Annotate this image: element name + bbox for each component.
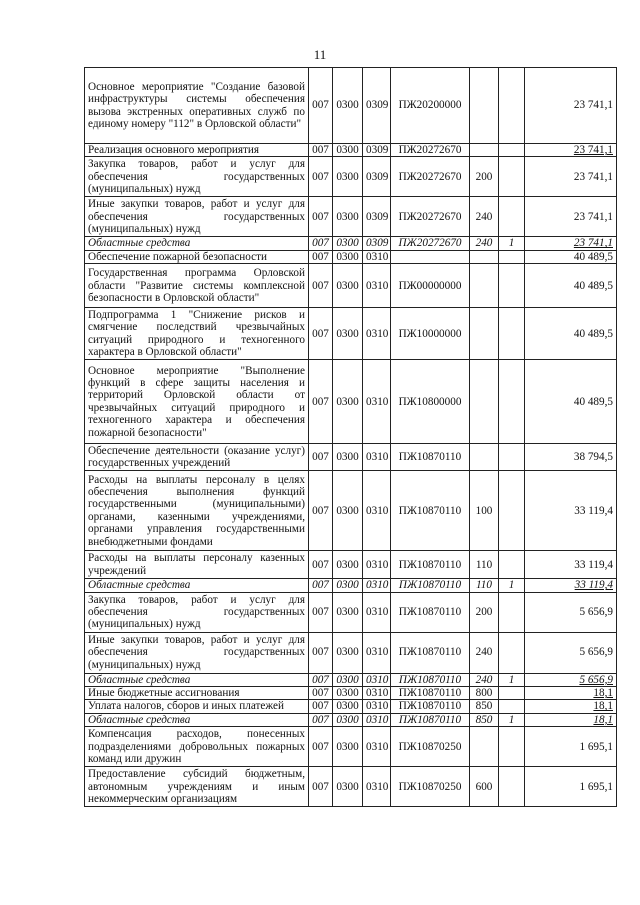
cell-amount: 23 741,1 [525,197,617,237]
cell-amount: 40 489,5 [525,264,617,308]
cell-expense-type: 600 [470,767,499,807]
cell-expense-type [470,68,499,144]
table-row [85,308,617,360]
cell-funding-source [499,144,525,157]
cell-row-name: Реализация основного мероприятия [85,144,309,157]
cell-funding-source [499,264,525,308]
cell-expense-type [470,308,499,360]
cell-expense-type: 850 [470,713,499,726]
cell-subsection-code: 0309 [363,157,391,197]
cell-target-article: ПЖ20272670 [391,197,470,237]
cell-expense-type: 110 [470,551,499,579]
cell-target-article: ПЖ20272670 [391,157,470,197]
cell-subsection-code: 0310 [363,360,391,444]
table-row [85,632,617,673]
cell-row-name: Государственная программа Орловской области "Развитие системы комплексной безопасности в Орловской области" [85,264,309,308]
cell-expense-type: 240 [470,197,499,237]
cell-subsection-code: 0310 [363,471,391,551]
table-row [85,157,617,197]
cell-amount: 40 489,5 [525,250,617,263]
cell-target-article: ПЖ10870250 [391,727,470,767]
cell-subsection-code: 0310 [363,767,391,807]
cell-section-code: 0300 [333,713,363,726]
table-row [85,700,617,713]
cell-expense-type: 240 [470,632,499,673]
table-row [85,713,617,726]
cell-expense-type [470,444,499,471]
cell-section-code: 0300 [333,727,363,767]
cell-amount: 40 489,5 [525,360,617,444]
table-row [85,673,617,686]
cell-amount: 1 695,1 [525,727,617,767]
cell-row-name: Предоставление субсидий бюджетным, автономным учреждениям и иным некоммерческим организациям [85,767,309,807]
cell-section-code: 0300 [333,444,363,471]
cell-subsection-code: 0309 [363,237,391,250]
cell-target-article: ПЖ10870110 [391,579,470,592]
cell-ministry-code: 007 [309,157,333,197]
cell-ministry-code: 007 [309,727,333,767]
cell-target-article: ПЖ10870250 [391,767,470,807]
cell-target-article: ПЖ10870110 [391,551,470,579]
cell-amount: 23 741,1 [525,237,617,250]
cell-expense-type [470,264,499,308]
cell-amount: 33 119,4 [525,579,617,592]
cell-expense-type [470,727,499,767]
budget-table [84,67,617,807]
cell-target-article: ПЖ10870110 [391,471,470,551]
cell-subsection-code: 0310 [363,673,391,686]
cell-subsection-code: 0310 [363,727,391,767]
cell-row-name: Иные закупки товаров, работ и услуг для обеспечения государственных (муниципальных) нужд [85,632,309,673]
cell-section-code: 0300 [333,157,363,197]
cell-ministry-code: 007 [309,767,333,807]
cell-target-article: ПЖ10870110 [391,444,470,471]
cell-subsection-code: 0310 [363,592,391,632]
cell-row-name: Подпрограмма 1 "Снижение рисков и смягчение последствий чрезвычайных ситуаций природного и техногенного характера в Орловской области" [85,308,309,360]
cell-section-code: 0300 [333,579,363,592]
cell-funding-source [499,551,525,579]
cell-section-code: 0300 [333,767,363,807]
cell-ministry-code: 007 [309,68,333,144]
cell-section-code: 0300 [333,700,363,713]
cell-section-code: 0300 [333,308,363,360]
cell-subsection-code: 0310 [363,579,391,592]
cell-funding-source: 1 [499,237,525,250]
cell-expense-type: 200 [470,592,499,632]
cell-funding-source [499,308,525,360]
cell-section-code: 0300 [333,592,363,632]
cell-funding-source: 1 [499,579,525,592]
cell-amount: 40 489,5 [525,308,617,360]
cell-section-code: 0300 [333,673,363,686]
cell-target-article: ПЖ00000000 [391,264,470,308]
cell-subsection-code: 0310 [363,632,391,673]
cell-target-article: ПЖ10870110 [391,632,470,673]
cell-funding-source: 1 [499,673,525,686]
cell-ministry-code: 007 [309,713,333,726]
cell-subsection-code: 0310 [363,250,391,263]
cell-subsection-code: 0310 [363,687,391,700]
cell-expense-type [470,144,499,157]
cell-row-name: Основное мероприятие "Создание базовой инфраструктуры системы обеспечения вызова экстренных оперативных служб по единому номеру "112" в Орловской области" [85,68,309,144]
table-row [85,264,617,308]
cell-subsection-code: 0310 [363,444,391,471]
cell-target-article: ПЖ10870110 [391,592,470,632]
cell-funding-source [499,592,525,632]
cell-ministry-code: 007 [309,250,333,263]
cell-ministry-code: 007 [309,632,333,673]
cell-expense-type: 800 [470,687,499,700]
cell-section-code: 0300 [333,197,363,237]
cell-amount: 5 656,9 [525,673,617,686]
cell-funding-source [499,444,525,471]
cell-expense-type: 240 [470,237,499,250]
cell-funding-source [499,700,525,713]
cell-section-code: 0300 [333,360,363,444]
cell-row-name: Расходы на выплаты персоналу казенных учреждений [85,551,309,579]
cell-ministry-code: 007 [309,687,333,700]
cell-row-name: Иные бюджетные ассигнования [85,687,309,700]
cell-target-article: ПЖ20272670 [391,237,470,250]
cell-expense-type: 100 [470,471,499,551]
table-row [85,727,617,767]
cell-target-article: ПЖ20200000 [391,68,470,144]
cell-amount: 5 656,9 [525,632,617,673]
cell-expense-type: 850 [470,700,499,713]
table-row [85,360,617,444]
table-row [85,579,617,592]
cell-row-name: Компенсация расходов, понесенных подразделениями добровольных пожарных команд или дружин [85,727,309,767]
cell-target-article: ПЖ10870110 [391,713,470,726]
cell-amount: 23 741,1 [525,68,617,144]
cell-target-article: ПЖ10800000 [391,360,470,444]
cell-expense-type: 110 [470,579,499,592]
cell-section-code: 0300 [333,471,363,551]
cell-funding-source [499,767,525,807]
cell-ministry-code: 007 [309,264,333,308]
cell-row-name: Закупка товаров, работ и услуг для обеспечения государственных (муниципальных) нужд [85,157,309,197]
cell-funding-source [499,250,525,263]
cell-row-name: Областные средства [85,673,309,686]
cell-ministry-code: 007 [309,308,333,360]
cell-row-name: Областные средства [85,713,309,726]
cell-amount: 5 656,9 [525,592,617,632]
cell-row-name: Обеспечение деятельности (оказание услуг) государственных учреждений [85,444,309,471]
table-row [85,250,617,263]
cell-expense-type: 240 [470,673,499,686]
cell-amount: 38 794,5 [525,444,617,471]
cell-row-name: Уплата налогов, сборов и иных платежей [85,700,309,713]
cell-expense-type [470,360,499,444]
cell-section-code: 0300 [333,237,363,250]
cell-row-name: Иные закупки товаров, работ и услуг для обеспечения государственных (муниципальных) нужд [85,197,309,237]
cell-expense-type: 200 [470,157,499,197]
cell-subsection-code: 0310 [363,264,391,308]
cell-ministry-code: 007 [309,551,333,579]
cell-funding-source [499,157,525,197]
cell-subsection-code: 0310 [363,308,391,360]
cell-row-name: Областные средства [85,237,309,250]
cell-ministry-code: 007 [309,700,333,713]
cell-funding-source: 1 [499,713,525,726]
cell-row-name: Основное мероприятие "Выполнение функций в сфере защиты населения и территорий Орловской области от чрезвычайных ситуаций природного и техногенного характера и обеспечения пожарной безопасности" [85,360,309,444]
cell-target-article [391,250,470,263]
cell-section-code: 0300 [333,144,363,157]
cell-funding-source [499,687,525,700]
cell-funding-source [499,360,525,444]
cell-target-article: ПЖ10870110 [391,687,470,700]
cell-section-code: 0300 [333,551,363,579]
cell-ministry-code: 007 [309,197,333,237]
cell-ministry-code: 007 [309,444,333,471]
cell-subsection-code: 0310 [363,551,391,579]
cell-funding-source [499,632,525,673]
cell-amount: 1 695,1 [525,767,617,807]
cell-row-name: Обеспечение пожарной безопасности [85,250,309,263]
table-row [85,767,617,807]
cell-ministry-code: 007 [309,144,333,157]
cell-target-article: ПЖ10870110 [391,700,470,713]
cell-section-code: 0300 [333,68,363,144]
table-row [85,444,617,471]
cell-amount: 18,1 [525,700,617,713]
cell-target-article: ПЖ10870110 [391,673,470,686]
table-row [85,592,617,632]
table-row [85,551,617,579]
cell-ministry-code: 007 [309,237,333,250]
cell-subsection-code: 0310 [363,713,391,726]
cell-amount: 18,1 [525,713,617,726]
cell-expense-type [470,250,499,263]
table-row [85,68,617,144]
table-row [85,197,617,237]
cell-section-code: 0300 [333,264,363,308]
cell-funding-source [499,727,525,767]
cell-subsection-code: 0310 [363,700,391,713]
cell-subsection-code: 0309 [363,197,391,237]
cell-ministry-code: 007 [309,592,333,632]
cell-ministry-code: 007 [309,579,333,592]
table-row [85,687,617,700]
cell-target-article: ПЖ20272670 [391,144,470,157]
table-row [85,237,617,250]
cell-row-name: Закупка товаров, работ и услуг для обеспечения государственных (муниципальных) нужд [85,592,309,632]
table-row [85,144,617,157]
table-row [85,471,617,551]
cell-amount: 18,1 [525,687,617,700]
cell-ministry-code: 007 [309,471,333,551]
cell-amount: 33 119,4 [525,551,617,579]
cell-ministry-code: 007 [309,673,333,686]
cell-subsection-code: 0309 [363,144,391,157]
cell-subsection-code: 0309 [363,68,391,144]
cell-funding-source [499,471,525,551]
page-number: 11 [313,47,327,62]
cell-section-code: 0300 [333,250,363,263]
cell-amount: 33 119,4 [525,471,617,551]
cell-ministry-code: 007 [309,360,333,444]
cell-amount: 23 741,1 [525,144,617,157]
cell-section-code: 0300 [333,687,363,700]
cell-funding-source [499,197,525,237]
cell-section-code: 0300 [333,632,363,673]
cell-amount: 23 741,1 [525,157,617,197]
cell-target-article: ПЖ10000000 [391,308,470,360]
cell-row-name: Расходы на выплаты персоналу в целях обеспечения выполнения функций государственными (муниципальными) органами, казенными учреждениями, органами управления государственными внебюджетными фондами [85,471,309,551]
cell-row-name: Областные средства [85,579,309,592]
cell-funding-source [499,68,525,144]
